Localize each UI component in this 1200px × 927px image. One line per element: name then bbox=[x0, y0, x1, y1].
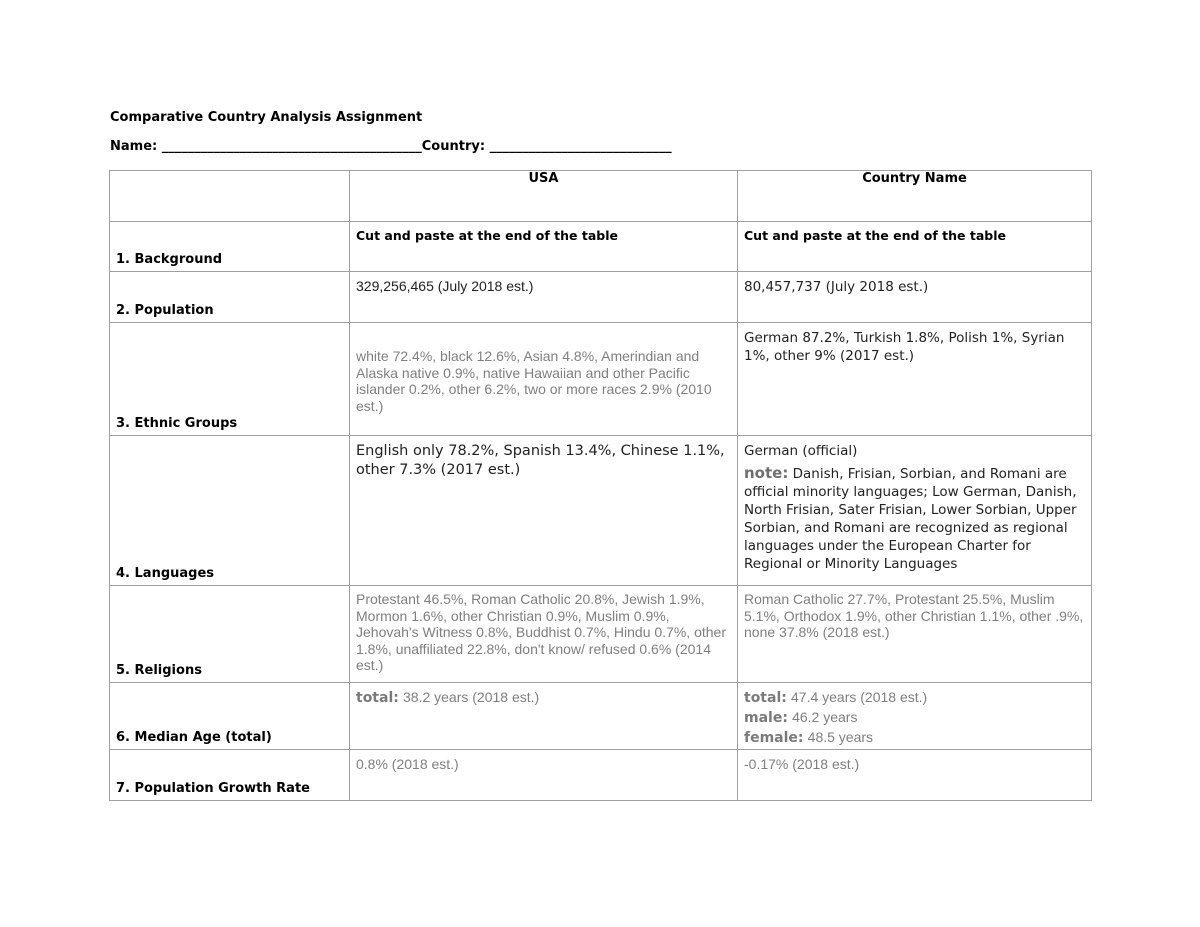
cell-other-growth[interactable] bbox=[738, 750, 1092, 801]
cell-usa-growth[interactable] bbox=[350, 750, 738, 801]
table-row bbox=[110, 272, 1092, 323]
cell-other-ethnic[interactable] bbox=[738, 323, 1092, 436]
other-median-female bbox=[744, 728, 1085, 748]
cell-usa-religions[interactable] bbox=[350, 586, 738, 683]
row-label-languages: 4. Languages bbox=[110, 436, 350, 586]
table-row bbox=[110, 436, 1092, 586]
row-label-background: 1. Background bbox=[110, 222, 350, 272]
other-growth-text: -0.17% (2018 est.) bbox=[744, 756, 860, 772]
cell-usa-languages[interactable] bbox=[350, 436, 738, 586]
header-country-name: Country Name bbox=[738, 171, 1092, 222]
table-row bbox=[110, 683, 1092, 750]
country-label: Country: bbox=[421, 139, 486, 154]
other-religions-text: Roman Catholic 27.7%, Protestant 25.5%, Muslim 5.1%, Orthodox 1.9%, other Christian 1.1%, other .9%, none 37.8% (2018 est.) bbox=[744, 591, 1084, 640]
table-row bbox=[110, 222, 1092, 272]
cell-other-population[interactable] bbox=[738, 272, 1092, 323]
cell-other-languages[interactable] bbox=[738, 436, 1092, 586]
other-ethnic-text: German 87.2%, Turkish 1.8%, Polish 1%, Syrian 1%, other 9% (2017 est.) bbox=[744, 330, 1065, 364]
name-blank[interactable]: ________________________________________ bbox=[161, 139, 422, 154]
table-row bbox=[110, 586, 1092, 683]
other-female-value: 48.5 years bbox=[807, 729, 874, 745]
other-female-label: female: bbox=[744, 730, 804, 746]
other-median-total bbox=[744, 683, 1085, 708]
cell-other-median-age[interactable] bbox=[738, 683, 1092, 750]
usa-growth-text: 0.8% (2018 est.) bbox=[356, 756, 459, 772]
usa-population-text: 329,256,465 (July 2018 est.) bbox=[356, 278, 534, 294]
usa-total-value: 38.2 years (2018 est.) bbox=[403, 689, 540, 705]
row-label-population: 2. Population bbox=[110, 272, 350, 323]
other-male-label: male: bbox=[744, 710, 788, 726]
cell-other-background[interactable] bbox=[738, 222, 1092, 272]
table-row bbox=[110, 323, 1092, 436]
table-header-row bbox=[110, 171, 1092, 222]
table-row bbox=[110, 750, 1092, 801]
header-empty-cell bbox=[110, 171, 350, 222]
other-median-male bbox=[744, 708, 1085, 728]
country-blank[interactable]: ____________________________ bbox=[489, 139, 672, 154]
other-population-text: 80,457,737 (July 2018 est.) bbox=[744, 279, 929, 295]
row-label-growth: 7. Population Growth Rate bbox=[110, 750, 350, 801]
other-languages-main: German (official) bbox=[744, 443, 858, 459]
cell-usa-background[interactable] bbox=[350, 222, 738, 272]
other-background-text: Cut and paste at the end of the table bbox=[744, 228, 1007, 243]
usa-ethnic-text: white 72.4%, black 12.6%, Asian 4.8%, Amerindian and Alaska native 0.9%, native Hawaiian and other Pacific islander 0.2%, other 6.2%, two or more races 2.9% (2010 est.) bbox=[356, 348, 712, 414]
note-label: note: bbox=[744, 464, 789, 482]
usa-religions-text: Protestant 46.5%, Roman Catholic 20.8%, Jewish 1.9%, Mormon 1.6%, other Christian 0.9%, Muslim 0.9%, Jehovah's Witness 0.8%, Buddhist 0.7%, Hindu 0.7%, other 1.8%, unaffiliated 22.8%, don't know/ refused 0.6% (2014 est.) bbox=[356, 591, 726, 673]
usa-median-total bbox=[356, 683, 731, 708]
other-total-value: 47.4 years (2018 est.) bbox=[791, 689, 928, 705]
name-country-line bbox=[110, 139, 672, 154]
note-text: Danish, Frisian, Sorbian, and Romani are official minority languages; Low German, Danish, North Frisian, Sater Frisian, Lower Sorbian, Upper Sorbian, and Romani are recognized as regional languages under the European Charter for Regional or Minority Languages bbox=[744, 466, 1077, 572]
other-male-value: 46.2 years bbox=[792, 709, 858, 725]
comparison-table bbox=[109, 170, 1092, 801]
cell-usa-median-age[interactable] bbox=[350, 683, 738, 750]
usa-total-label: total: bbox=[356, 690, 399, 706]
document-title: Comparative Country Analysis Assignment bbox=[110, 110, 423, 125]
cell-usa-population[interactable] bbox=[350, 272, 738, 323]
usa-background-text: Cut and paste at the end of the table bbox=[356, 228, 619, 243]
header-usa: USA bbox=[350, 171, 738, 222]
other-languages-note bbox=[744, 460, 1085, 573]
cell-other-religions[interactable] bbox=[738, 586, 1092, 683]
other-total-label: total: bbox=[744, 690, 787, 706]
row-label-religions: 5. Religions bbox=[110, 586, 350, 683]
cell-usa-ethnic[interactable] bbox=[350, 323, 738, 436]
row-label-median-age: 6. Median Age (total) bbox=[110, 683, 350, 750]
name-label: Name: bbox=[110, 139, 158, 154]
usa-languages-text: English only 78.2%, Spanish 13.4%, Chinese 1.1%, other 7.3% (2017 est.) bbox=[356, 443, 725, 478]
row-label-ethnic: 3. Ethnic Groups bbox=[110, 323, 350, 436]
